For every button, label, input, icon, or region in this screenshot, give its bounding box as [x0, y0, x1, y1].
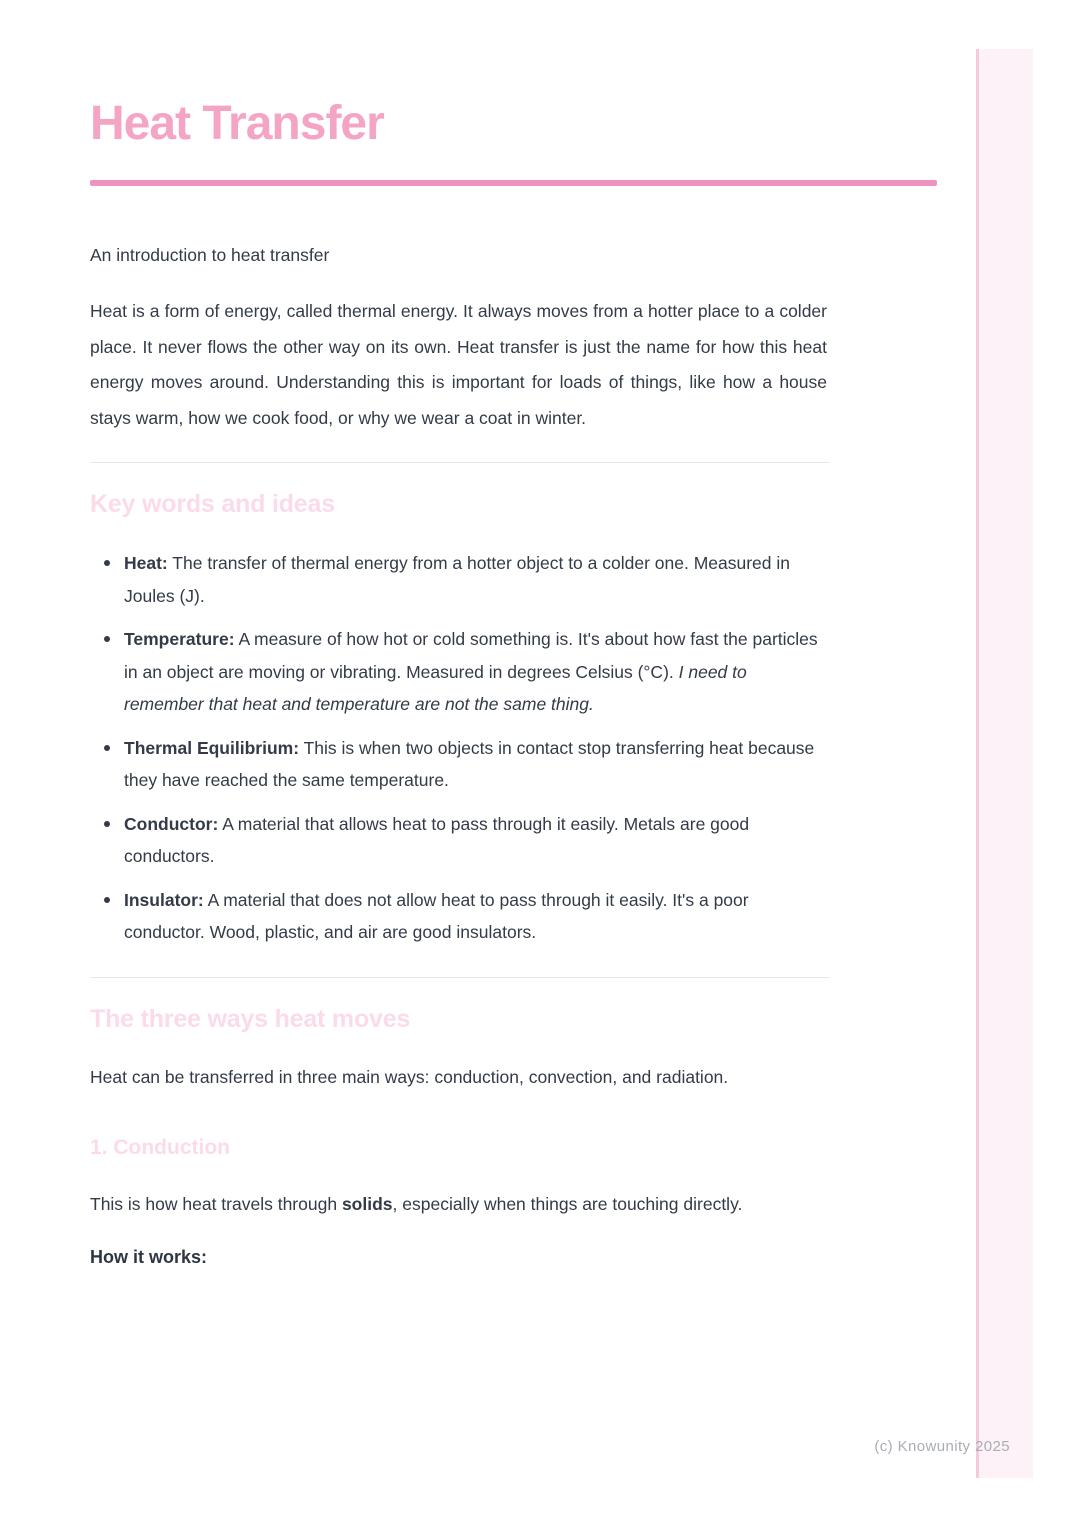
keyword-term: Heat: [124, 553, 168, 573]
keyword-term: Temperature: [124, 629, 235, 649]
copyright-notice: (c) Knowunity 2025 [874, 1438, 1010, 1455]
three-ways-paragraph: Heat can be transferred in three main ways: conduction, convection, and radiation. [90, 1066, 729, 1087]
conduction-text-after: , especially when things are touching directly. [392, 1194, 743, 1214]
keyword-definition: A material that allows heat to pass through it easily. Metals are good conductors. [124, 813, 750, 866]
list-item-thermal-equilibrium [90, 732, 827, 797]
section-divider [90, 462, 830, 463]
intro-paragraph: Heat is a form of energy, called thermal energy. It always moves from a hotter place to a colder place. It never flows the other way on its own. Heat transfer is just the name for how this heat energy moves around. Understanding this is important for loads of things, like how a house stays warm, how we cook food, or why we wear a coat in winter. [90, 301, 827, 428]
keyword-definition: A measure of how hot or cold something is. It's about how fast the particles in an object are moving or vibrating. Measured in degrees Celsius (°C). [124, 629, 818, 682]
conduction-paragraph [90, 1187, 827, 1223]
page-title: Heat Transfer [90, 97, 384, 150]
section-heading-three-ways: The three ways heat moves [90, 1004, 411, 1033]
list-item-conductor [90, 808, 827, 873]
list-item-temperature [90, 623, 827, 721]
keyword-list [90, 547, 827, 949]
keyword-definition: A material that does not allow heat to pass through it easily. It's a poor conductor. Wood, plastic, and air are good insulators. [124, 889, 749, 942]
keyword-definition: This is when two objects in contact stop transferring heat because they have reached the same temperature. [124, 737, 815, 790]
title-underline-rule [90, 180, 937, 186]
how-it-works-label: How it works: [90, 1246, 208, 1267]
conduction-bold-word: solids [341, 1194, 393, 1214]
keyword-definition: The transfer of thermal energy from a hotter object to a colder one. Measured in Joules (J). [124, 553, 790, 606]
keyword-note-italic: I need to remember that heat and temperature are not the same thing. [124, 661, 747, 714]
bullet-icon [104, 547, 124, 612]
bullet-icon [104, 623, 124, 721]
list-item-insulator [90, 884, 827, 949]
list-item-heat [90, 547, 827, 612]
keyword-term: Insulator: [124, 889, 204, 910]
section-divider [90, 977, 830, 978]
conduction-text-before: This is how heat travels through [90, 1194, 342, 1214]
section-heading-keywords: Key words and ideas [90, 490, 335, 518]
page-subtitle: An introduction to heat transfer [90, 245, 330, 265]
bullet-icon [104, 808, 124, 873]
keyword-term: Thermal Equilibrium: [124, 737, 300, 758]
keyword-term: Conductor: [124, 813, 219, 834]
sub-heading-conduction: 1. Conduction [90, 1136, 230, 1159]
page-accent-stripe [976, 49, 1033, 1478]
bullet-icon [104, 732, 124, 797]
bullet-icon [104, 884, 124, 949]
